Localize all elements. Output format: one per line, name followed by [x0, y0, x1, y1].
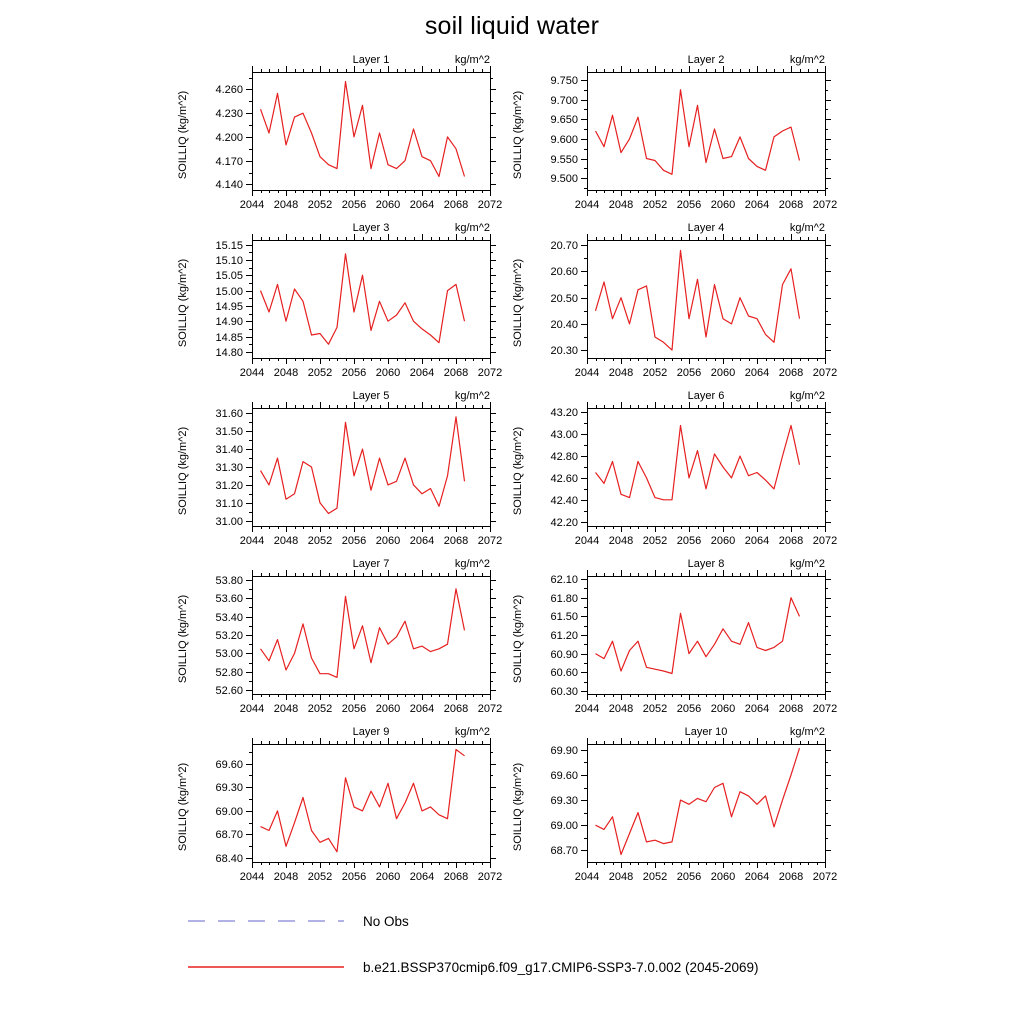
svg-text:Layer 6: Layer 6 [687, 390, 725, 402]
svg-text:43.00: 43.00 [550, 429, 578, 441]
svg-text:2044: 2044 [574, 535, 600, 547]
svg-text:SOILLIQ (kg/m^2): SOILLIQ (kg/m^2) [177, 258, 189, 348]
svg-text:2060: 2060 [375, 535, 401, 547]
svg-text:2052: 2052 [307, 367, 333, 379]
svg-text:61.50: 61.50 [550, 611, 578, 623]
svg-text:4.260: 4.260 [215, 84, 243, 96]
svg-text:69.30: 69.30 [215, 782, 243, 794]
legend-series [186, 952, 759, 982]
svg-text:2056: 2056 [676, 199, 702, 211]
svg-text:2044: 2044 [239, 367, 265, 379]
svg-text:43.20: 43.20 [550, 407, 578, 419]
svg-text:2052: 2052 [642, 367, 668, 379]
svg-text:2060: 2060 [375, 367, 401, 379]
svg-text:kg/m^2: kg/m^2 [454, 222, 490, 234]
svg-text:SOILLIQ (kg/m^2): SOILLIQ (kg/m^2) [177, 762, 189, 852]
svg-text:2044: 2044 [239, 199, 265, 211]
chart-layer-10 [507, 724, 842, 892]
chart-canvas-layer-5 [172, 388, 507, 556]
svg-text:2056: 2056 [341, 535, 367, 547]
svg-text:31.20: 31.20 [215, 480, 243, 492]
svg-text:2056: 2056 [676, 703, 702, 715]
svg-text:2052: 2052 [642, 199, 668, 211]
svg-text:2048: 2048 [608, 703, 634, 715]
svg-text:2060: 2060 [710, 199, 736, 211]
svg-text:2044: 2044 [239, 871, 265, 883]
svg-text:42.40: 42.40 [550, 495, 578, 507]
svg-text:53.20: 53.20 [215, 630, 243, 642]
svg-text:2056: 2056 [341, 199, 367, 211]
svg-text:2052: 2052 [307, 199, 333, 211]
svg-text:42.20: 42.20 [550, 517, 578, 529]
svg-text:SOILLIQ (kg/m^2): SOILLIQ (kg/m^2) [177, 594, 189, 684]
svg-text:2056: 2056 [341, 367, 367, 379]
svg-text:2068: 2068 [443, 367, 469, 379]
svg-text:kg/m^2: kg/m^2 [454, 390, 490, 402]
svg-text:69.60: 69.60 [550, 770, 578, 782]
chart-layer-4 [507, 220, 842, 388]
svg-text:2072: 2072 [477, 703, 503, 715]
svg-text:62.10: 62.10 [550, 574, 578, 586]
svg-text:15.15: 15.15 [215, 240, 243, 252]
svg-text:9.700: 9.700 [550, 95, 578, 107]
svg-text:69.00: 69.00 [215, 806, 243, 818]
svg-text:60.30: 60.30 [550, 686, 578, 698]
chart-canvas-layer-1 [172, 52, 507, 220]
svg-text:Layer 2: Layer 2 [687, 54, 725, 66]
svg-text:9.500: 9.500 [550, 173, 578, 185]
svg-text:Layer 8: Layer 8 [687, 558, 725, 570]
svg-text:15.10: 15.10 [215, 255, 243, 267]
svg-text:2064: 2064 [409, 535, 435, 547]
svg-text:52.80: 52.80 [215, 667, 243, 679]
svg-text:61.80: 61.80 [550, 593, 578, 605]
svg-text:2072: 2072 [812, 535, 838, 547]
chart-layer-1 [172, 52, 507, 220]
svg-text:2048: 2048 [273, 199, 299, 211]
svg-text:2068: 2068 [443, 871, 469, 883]
svg-text:9.650: 9.650 [550, 114, 578, 126]
svg-text:2072: 2072 [812, 871, 838, 883]
svg-text:2048: 2048 [608, 367, 634, 379]
svg-text:31.00: 31.00 [215, 516, 243, 528]
svg-text:2072: 2072 [477, 199, 503, 211]
svg-text:kg/m^2: kg/m^2 [789, 222, 825, 234]
chart-layer-6 [507, 388, 842, 556]
svg-text:kg/m^2: kg/m^2 [454, 726, 490, 738]
chart-canvas-layer-9 [172, 724, 507, 892]
svg-text:SOILLIQ (kg/m^2): SOILLIQ (kg/m^2) [512, 762, 524, 852]
svg-text:2072: 2072 [812, 703, 838, 715]
svg-text:69.30: 69.30 [550, 795, 578, 807]
svg-text:kg/m^2: kg/m^2 [789, 390, 825, 402]
svg-text:2064: 2064 [744, 199, 770, 211]
svg-text:2060: 2060 [375, 199, 401, 211]
chart-canvas-layer-8 [507, 556, 842, 724]
svg-text:14.80: 14.80 [215, 347, 243, 359]
svg-text:42.80: 42.80 [550, 451, 578, 463]
svg-text:2064: 2064 [744, 871, 770, 883]
svg-text:2060: 2060 [375, 871, 401, 883]
svg-text:52.60: 52.60 [215, 685, 243, 697]
svg-text:2048: 2048 [608, 199, 634, 211]
chart-canvas-layer-7 [172, 556, 507, 724]
chart-canvas-layer-4 [507, 220, 842, 388]
svg-text:2044: 2044 [574, 703, 600, 715]
svg-text:2072: 2072 [477, 871, 503, 883]
svg-text:2048: 2048 [608, 535, 634, 547]
svg-text:4.170: 4.170 [215, 156, 243, 168]
no-obs-label: No Obs [363, 913, 409, 929]
svg-text:2060: 2060 [710, 703, 736, 715]
svg-text:SOILLIQ (kg/m^2): SOILLIQ (kg/m^2) [512, 90, 524, 180]
svg-text:2052: 2052 [307, 871, 333, 883]
svg-text:2052: 2052 [642, 703, 668, 715]
svg-text:2060: 2060 [710, 871, 736, 883]
svg-text:2044: 2044 [574, 871, 600, 883]
svg-text:69.90: 69.90 [550, 745, 578, 757]
svg-text:2064: 2064 [409, 367, 435, 379]
svg-text:69.00: 69.00 [550, 820, 578, 832]
svg-text:2052: 2052 [642, 535, 668, 547]
svg-text:2064: 2064 [744, 367, 770, 379]
svg-text:2048: 2048 [273, 703, 299, 715]
svg-text:53.40: 53.40 [215, 612, 243, 624]
svg-text:20.50: 20.50 [550, 293, 578, 305]
svg-text:kg/m^2: kg/m^2 [789, 558, 825, 570]
svg-text:2060: 2060 [710, 367, 736, 379]
svg-text:31.60: 31.60 [215, 408, 243, 420]
svg-text:2068: 2068 [443, 199, 469, 211]
svg-text:2060: 2060 [375, 703, 401, 715]
svg-text:2056: 2056 [676, 535, 702, 547]
chart-canvas-layer-3 [172, 220, 507, 388]
chart-layer-9 [172, 724, 507, 892]
svg-text:2068: 2068 [778, 199, 804, 211]
svg-text:2044: 2044 [574, 367, 600, 379]
svg-text:kg/m^2: kg/m^2 [454, 558, 490, 570]
svg-text:53.00: 53.00 [215, 648, 243, 660]
svg-text:2048: 2048 [273, 535, 299, 547]
svg-text:2068: 2068 [778, 871, 804, 883]
svg-text:2068: 2068 [778, 535, 804, 547]
svg-text:53.80: 53.80 [215, 575, 243, 587]
svg-text:53.60: 53.60 [215, 593, 243, 605]
svg-text:20.60: 20.60 [550, 266, 578, 278]
svg-text:Layer 7: Layer 7 [352, 558, 390, 570]
legend [186, 906, 759, 998]
svg-text:2056: 2056 [341, 703, 367, 715]
svg-text:kg/m^2: kg/m^2 [789, 54, 825, 66]
legend-no-obs [186, 906, 759, 936]
svg-text:2044: 2044 [239, 703, 265, 715]
series-label: b.e21.BSSP370cmip6.f09_g17.CMIP6-SSP3-7.0.002 (2045-2069) [363, 959, 759, 975]
svg-text:14.85: 14.85 [215, 332, 243, 344]
svg-text:2052: 2052 [307, 703, 333, 715]
svg-text:Layer 9: Layer 9 [352, 726, 390, 738]
svg-text:9.550: 9.550 [550, 154, 578, 166]
svg-text:15.00: 15.00 [215, 286, 243, 298]
svg-text:2052: 2052 [307, 535, 333, 547]
svg-text:2072: 2072 [477, 367, 503, 379]
series-solid-line [186, 962, 346, 972]
charts-grid [172, 52, 842, 892]
svg-text:20.30: 20.30 [550, 345, 578, 357]
svg-text:2056: 2056 [341, 871, 367, 883]
svg-text:14.95: 14.95 [215, 301, 243, 313]
svg-text:SOILLIQ (kg/m^2): SOILLIQ (kg/m^2) [177, 90, 189, 180]
svg-text:2048: 2048 [273, 871, 299, 883]
svg-text:2048: 2048 [273, 367, 299, 379]
svg-text:2064: 2064 [744, 703, 770, 715]
svg-text:15.05: 15.05 [215, 270, 243, 282]
svg-text:9.750: 9.750 [550, 75, 578, 87]
svg-text:31.40: 31.40 [215, 444, 243, 456]
svg-text:31.10: 31.10 [215, 498, 243, 510]
svg-text:31.50: 31.50 [215, 426, 243, 438]
svg-text:2072: 2072 [812, 199, 838, 211]
svg-text:2064: 2064 [409, 703, 435, 715]
svg-text:2068: 2068 [443, 535, 469, 547]
chart-canvas-layer-2 [507, 52, 842, 220]
svg-text:20.70: 20.70 [550, 240, 578, 252]
svg-text:69.60: 69.60 [215, 759, 243, 771]
svg-text:68.40: 68.40 [215, 853, 243, 865]
svg-text:2064: 2064 [744, 535, 770, 547]
svg-text:68.70: 68.70 [215, 829, 243, 841]
svg-text:61.20: 61.20 [550, 630, 578, 642]
svg-text:2056: 2056 [676, 871, 702, 883]
svg-text:kg/m^2: kg/m^2 [454, 54, 490, 66]
svg-text:42.60: 42.60 [550, 473, 578, 485]
svg-text:2044: 2044 [239, 535, 265, 547]
svg-text:SOILLIQ (kg/m^2): SOILLIQ (kg/m^2) [512, 426, 524, 516]
chart-layer-2 [507, 52, 842, 220]
chart-layer-7 [172, 556, 507, 724]
svg-text:2072: 2072 [812, 367, 838, 379]
svg-text:2068: 2068 [443, 703, 469, 715]
svg-text:2072: 2072 [477, 535, 503, 547]
svg-text:Layer 1: Layer 1 [352, 54, 390, 66]
svg-text:SOILLIQ (kg/m^2): SOILLIQ (kg/m^2) [512, 594, 524, 684]
svg-text:SOILLIQ (kg/m^2): SOILLIQ (kg/m^2) [512, 258, 524, 348]
svg-text:68.70: 68.70 [550, 845, 578, 857]
svg-text:2056: 2056 [676, 367, 702, 379]
chart-canvas-layer-10 [507, 724, 842, 892]
svg-text:60.90: 60.90 [550, 649, 578, 661]
svg-text:60.60: 60.60 [550, 667, 578, 679]
svg-text:4.140: 4.140 [215, 179, 243, 191]
svg-text:14.90: 14.90 [215, 316, 243, 328]
svg-text:2044: 2044 [574, 199, 600, 211]
svg-text:kg/m^2: kg/m^2 [789, 726, 825, 738]
svg-text:20.40: 20.40 [550, 319, 578, 331]
svg-text:2068: 2068 [778, 367, 804, 379]
svg-text:Layer 10: Layer 10 [684, 726, 728, 738]
svg-text:SOILLIQ (kg/m^2): SOILLIQ (kg/m^2) [177, 426, 189, 516]
svg-text:2068: 2068 [778, 703, 804, 715]
chart-layer-8 [507, 556, 842, 724]
page-title: soil liquid water [424, 12, 600, 40]
chart-layer-3 [172, 220, 507, 388]
svg-text:2064: 2064 [409, 199, 435, 211]
svg-text:4.200: 4.200 [215, 132, 243, 144]
svg-text:4.230: 4.230 [215, 108, 243, 120]
svg-text:2060: 2060 [710, 535, 736, 547]
svg-text:Layer 4: Layer 4 [687, 222, 725, 234]
svg-text:Layer 3: Layer 3 [352, 222, 390, 234]
svg-text:2048: 2048 [608, 871, 634, 883]
chart-layer-5 [172, 388, 507, 556]
svg-text:2052: 2052 [642, 871, 668, 883]
chart-canvas-layer-6 [507, 388, 842, 556]
svg-text:31.30: 31.30 [215, 462, 243, 474]
svg-text:2064: 2064 [409, 871, 435, 883]
svg-text:Layer 5: Layer 5 [352, 390, 390, 402]
svg-text:9.600: 9.600 [550, 134, 578, 146]
no-obs-dashed-line [186, 916, 346, 926]
